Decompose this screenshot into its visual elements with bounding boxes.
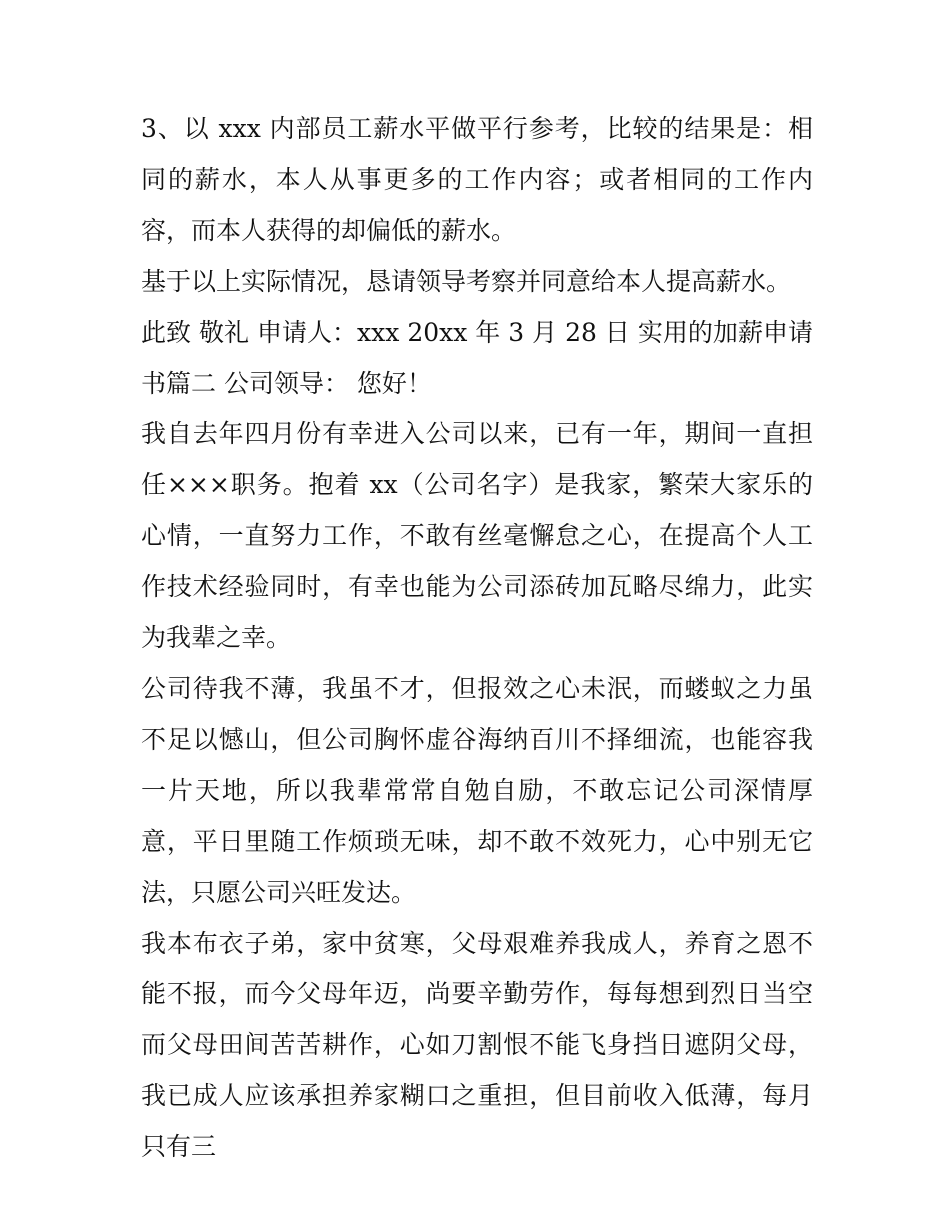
paragraph-request: 基于以上实际情况，恳请领导考察并同意给本人提高薪水。 bbox=[141, 266, 792, 296]
paragraph-work-history: 我自去年四月份有幸进入公司以来，已有一年，期间一直担任×××职务。抱着 xx（公司名字）是我家，繁荣大家乐的心情，一直努力工作，不敢有丝毫懈怠之心，在提高个人工作技术经验同时，有幸也能为公司添砖加瓦略尽绵力，此实为我辈之幸。 bbox=[141, 419, 813, 653]
document-page bbox=[141, 104, 813, 1173]
paragraph-gratitude: 公司待我不薄，我虽不才，但报效之心未泯，而蝼蚁之力虽不足以憾山，但公司胸怀虚谷海纳百川不择细流，也能容我一片天地，所以我辈常常自勉自励，不敢忘记公司深情厚意，平日里随工作烦琐无味，却不敢不效死力，心中别无它法，只愿公司兴旺发达。 bbox=[141, 673, 813, 907]
paragraph-closing-and-heading: 此致 敬礼 申请人：xxx 20xx 年 3 月 28 日 实用的加薪申请书篇二 公司领导： 您好！ bbox=[141, 317, 813, 398]
paragraph-family-situation: 我本布衣子弟，家中贫寒，父母艰难养我成人，养育之恩不能不报，而今父母年迈，尚要辛勤劳作，每每想到烈日当空而父母田间苦苦耕作，心如刀割恨不能飞身挡日遮阴父母，我已成人应该承担养家糊口之重担，但目前收入低薄，每月只有三 bbox=[141, 928, 813, 1162]
paragraph-salary-comparison: 3、以 xxx 内部员工薪水平做平行参考，比较的结果是：相同的薪水，本人从事更多的工作内容；或者相同的工作内容，而本人获得的却偏低的薪水。 bbox=[141, 114, 813, 245]
